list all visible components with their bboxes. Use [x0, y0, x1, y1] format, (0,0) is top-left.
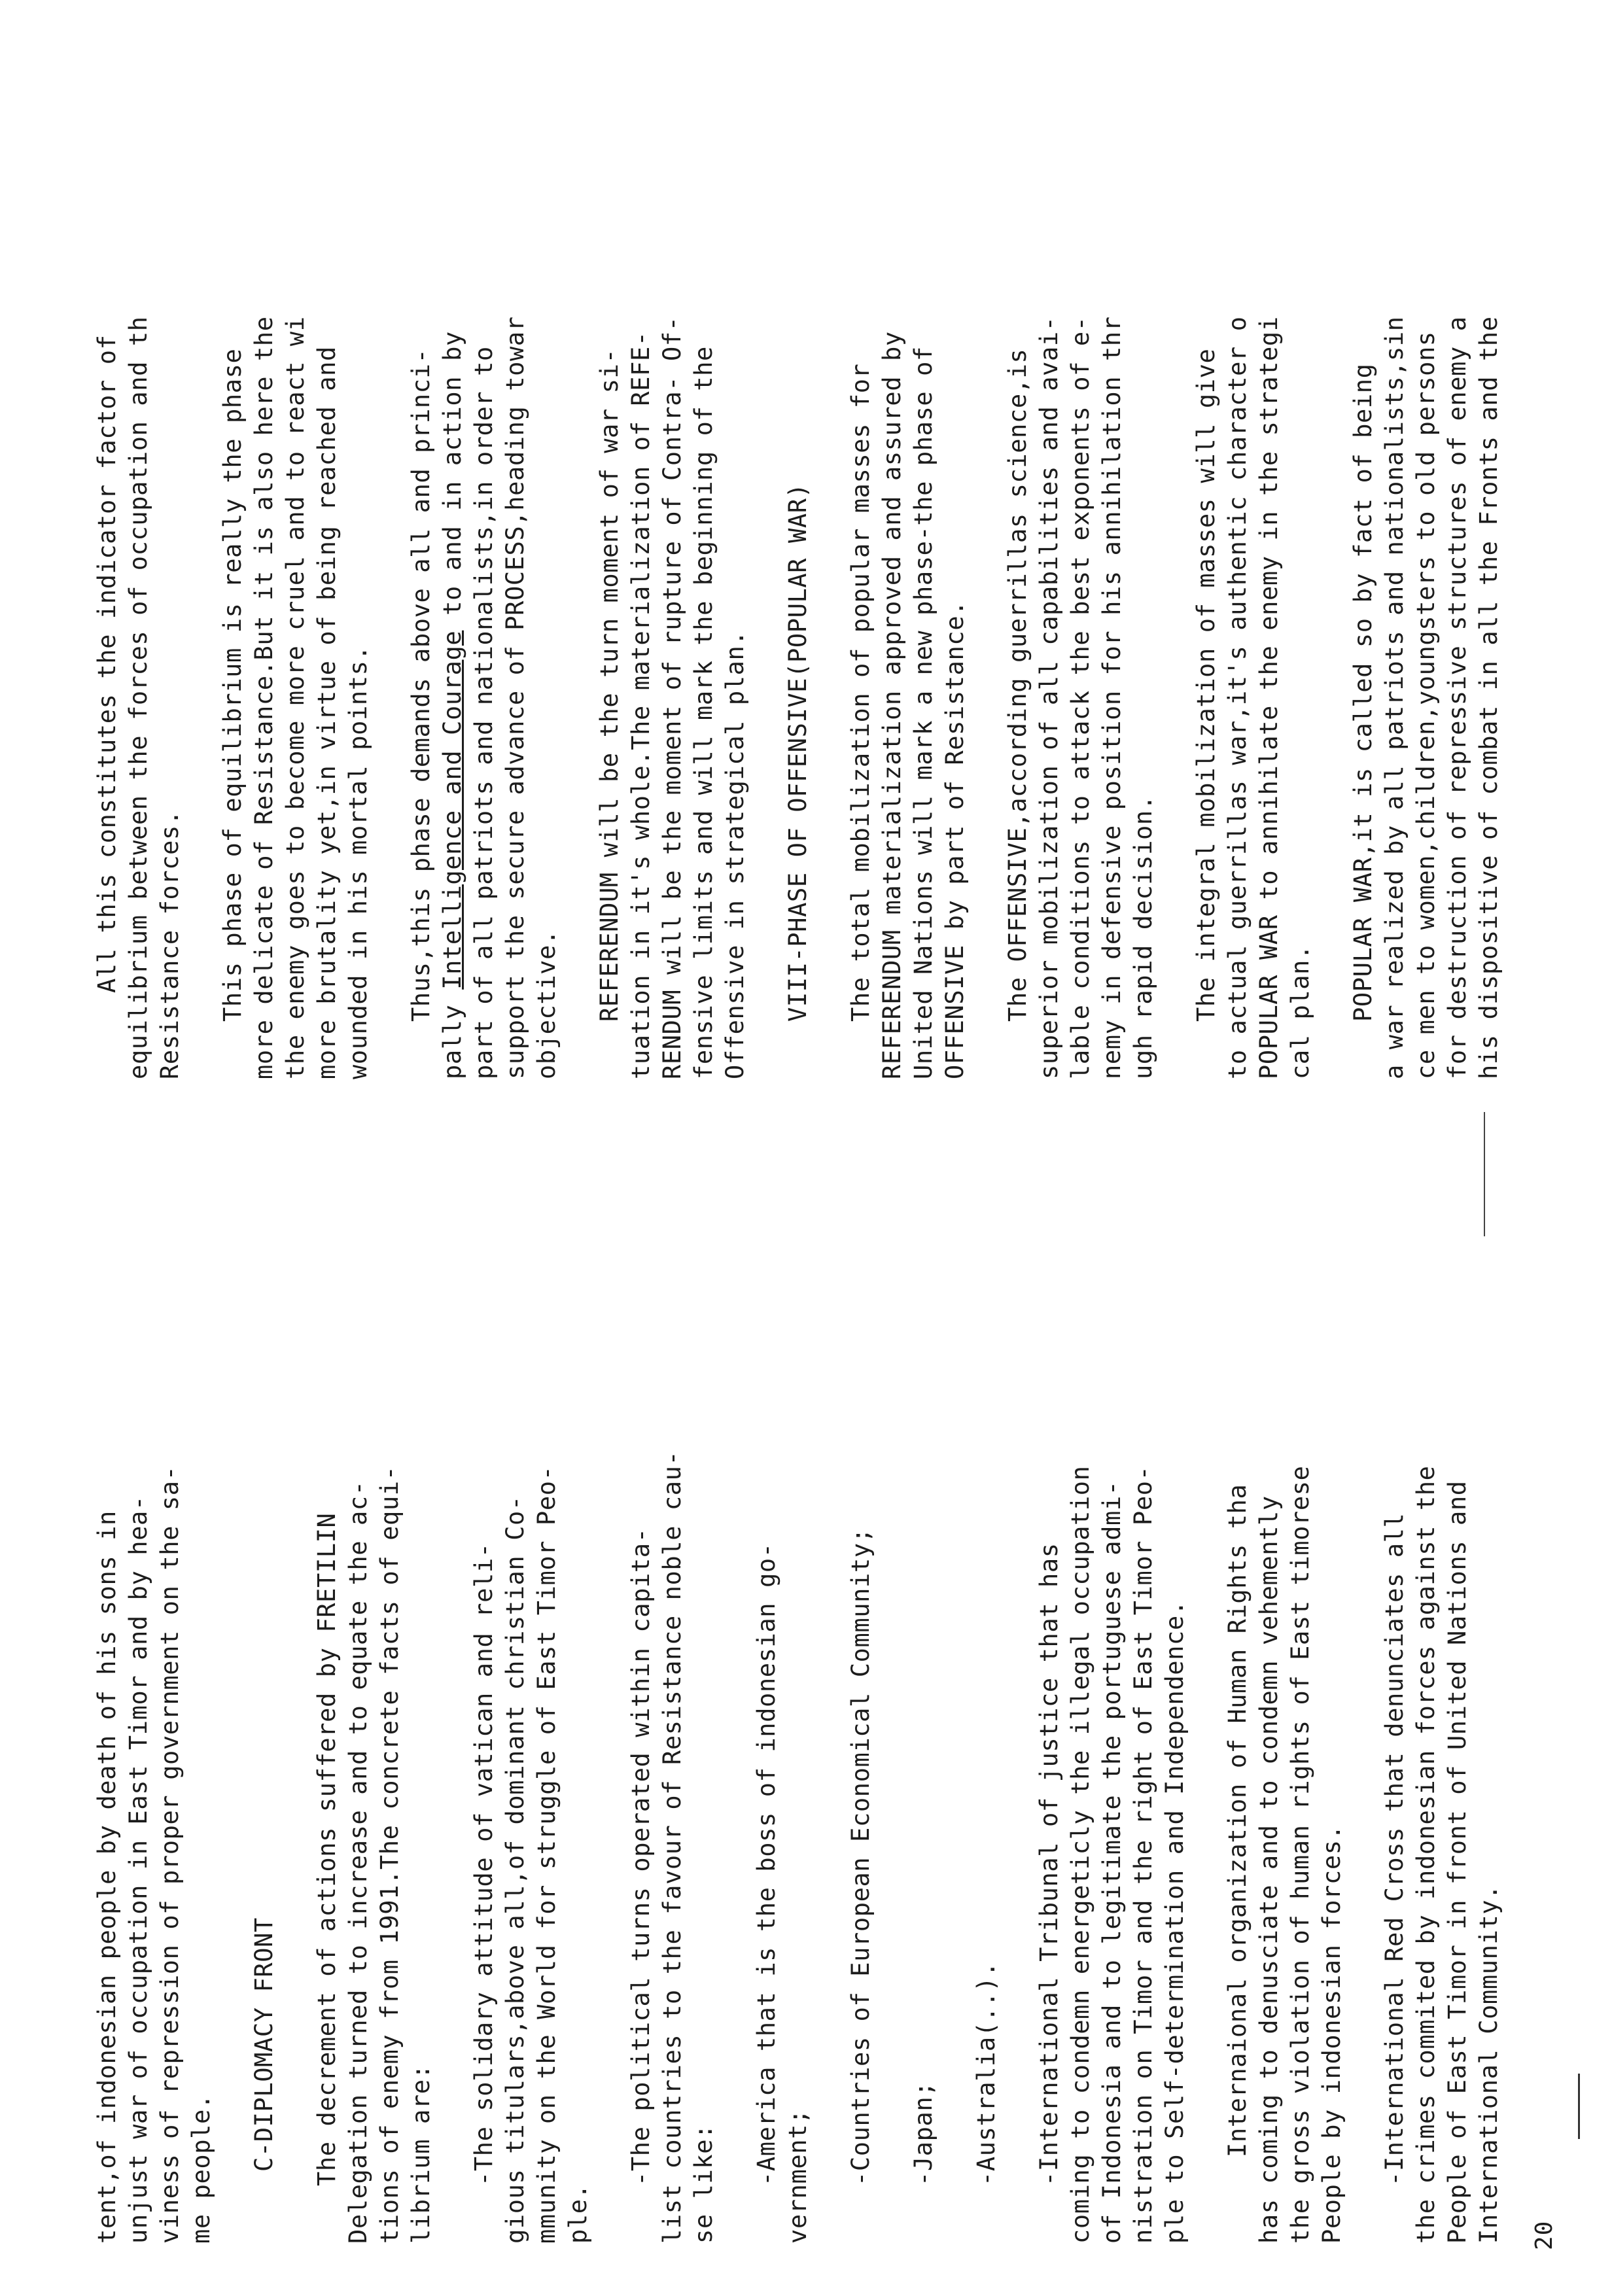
- text-line: The OFFENSIVE,according guerrillas science,is: [1004, 348, 1032, 1022]
- text-line: REFERENDUM will be the turn moment of war si-: [595, 348, 623, 1022]
- paragraph-gap: [186, 46, 217, 1079]
- text-line: nistration on Timor and the right of East Timor Peo-: [1129, 1465, 1157, 2244]
- text-line: for destruction of repressive structures of enemy a: [1443, 316, 1471, 1079]
- text-line: -Australia(..).: [972, 1961, 1000, 2186]
- paragraph-gap: [877, 1262, 908, 2244]
- text-line: librium are:: [407, 2064, 435, 2244]
- paragraph-gap: [751, 46, 782, 1079]
- divider-line: [1578, 2074, 1580, 2139]
- text-line: a war realized by all patriots and nationalists,sin: [1380, 316, 1409, 1079]
- text-line: the crimes commited by indonesian forces against the: [1412, 1465, 1440, 2244]
- text-line: -America that is the boss of indonesian go-: [752, 1542, 780, 2186]
- text-line: lable conditions to attack the best exponents of e-: [1066, 316, 1095, 1079]
- text-line: his dispositive of combat in all the Fronts and the: [1475, 316, 1503, 1079]
- paragraph-gap: [594, 1262, 625, 2244]
- text-line: pally Intelligence and Courage to and in action by: [438, 331, 466, 1079]
- paragraph-gap: [1348, 1262, 1379, 2244]
- text-line: to actual guerrillas war,it's authentic character o: [1223, 316, 1252, 1079]
- text-line: me people.: [187, 2094, 215, 2244]
- text-line: the gross violation of human rights of East timorese: [1286, 1465, 1314, 2244]
- paragraph-gap: [720, 1262, 751, 2244]
- text-line: The integral mobilization of masses will give: [1192, 348, 1220, 1022]
- text-line: -International Tribunal of justice that has: [1035, 1542, 1063, 2186]
- text-line: tent,of indonesian people by death of his sons in: [93, 1510, 121, 2244]
- text-line: The total mobilization of popular masses for: [847, 363, 875, 1022]
- paragraph-gap: [971, 46, 1002, 1079]
- text-line: -International Red Cross that denunciates all: [1380, 1512, 1409, 2186]
- text-line: objective.: [533, 930, 561, 1079]
- paragraph-gap: [939, 1262, 971, 2244]
- text-line: the enemy goes to become more cruel and to react wi: [281, 316, 309, 1079]
- paragraph-gap: [814, 1262, 845, 2244]
- paragraph-gap: [814, 46, 845, 1079]
- right-text-column: [92, 46, 1505, 1079]
- text-line: Offensive in strategical plan.: [721, 630, 749, 1079]
- paragraph-gap: [1316, 46, 1348, 1079]
- paragraph-gap: [280, 1262, 311, 2244]
- paragraph-gap: [437, 1262, 468, 2244]
- text-line: cal plan.: [1286, 945, 1314, 1079]
- text-line: tions of enemy from 1991.The concrete facts of equi-: [376, 1465, 404, 2244]
- text-line: Resistance forces.: [156, 810, 184, 1079]
- divider-line: [1484, 1112, 1485, 1236]
- text-line: POPULAR WAR,it is called so by fact of being: [1349, 363, 1377, 1022]
- paragraph-gap: [374, 46, 406, 1079]
- text-line: Thus,this phase demands above all and princi-: [407, 348, 435, 1022]
- text-line: unjust war of occupation in East Timor and by hea-: [124, 1495, 152, 2244]
- text-line: vernment;: [784, 2109, 812, 2244]
- text-line: superior mobilization of all capabilities and avai-: [1035, 316, 1063, 1079]
- text-line: REFERENDUM materialization approved and assured by: [878, 331, 906, 1079]
- text-line: -The political turns operated within capita-: [627, 1527, 655, 2186]
- underlined-text: Intelligence and Courage: [438, 630, 466, 990]
- text-line: Internaional organization of Human Rights tha: [1223, 1484, 1252, 2157]
- text-line: se like:: [690, 2123, 718, 2244]
- text-line: coming to condemn energeticly the illegal occupation: [1066, 1465, 1095, 2244]
- text-line: support the secure advance of PROCESS,heading towar: [501, 316, 529, 1079]
- text-line: -Japan;: [909, 2081, 937, 2186]
- text-line: United Nations will mark a new phase-the phase of: [909, 346, 937, 1079]
- text-line: has coming to denusciate and to condemn vehemently: [1255, 1495, 1283, 2244]
- left-text-column: [92, 1262, 1505, 2244]
- text-line: tuation in it's whole.The materialization of REFE-: [627, 331, 655, 1079]
- text-line: OFFENSIVE by part of Resistance.: [941, 600, 969, 1079]
- text-line: equilibrium between the forces of occupation and th: [124, 316, 152, 1079]
- text-line: VIII-PHASE OF OFFENSIVE(POPULAR WAR): [784, 483, 812, 1022]
- paragraph-gap: [1159, 46, 1191, 1079]
- text-line: People by indonesian forces.: [1318, 1824, 1346, 2244]
- text-line: -The solidary attitude of vatican and reli-: [470, 1542, 498, 2186]
- text-line: C-DIPLOMACY FRONT: [250, 1917, 278, 2172]
- text-line: more brutality yet,in virtue of being reached and: [313, 346, 341, 1079]
- text-line: ugh rapid decision.: [1129, 795, 1157, 1079]
- text-line: The decrement of actions suffered by FRETILIN: [313, 1512, 341, 2186]
- text-line: of Indonesia and to legitimate the portuguese admi-: [1098, 1480, 1126, 2244]
- text-line: People of East Timor in front of United Nations and: [1443, 1480, 1471, 2244]
- paragraph-gap: [1191, 1262, 1222, 2244]
- text-line: list countries to the favour of Resistance noble cau-: [658, 1450, 686, 2244]
- text-line: fensive limits and will mark the beginning of the: [690, 346, 718, 1079]
- paragraph-gap: [1002, 1262, 1034, 2244]
- text-line: International Community.: [1475, 1884, 1503, 2244]
- paragraph-gap: [217, 1262, 249, 2244]
- text-line: gious titulars,above all,of dominant christian Co-: [501, 1495, 529, 2244]
- text-line: more delicate of Resistance.But it is also here the: [250, 316, 278, 1079]
- text-line: POPULAR WAR to annihilate the enemy in the strategi: [1255, 316, 1283, 1079]
- text-line: -Countries of European Economical Community;: [847, 1527, 875, 2186]
- text-line: nemy in defensive position for his annihilation thr: [1098, 316, 1126, 1079]
- text-line: ple.: [564, 2183, 592, 2244]
- page-number: 20: [1531, 2220, 1558, 2250]
- text-line: Delegation turned to increase and to equate the ac-: [344, 1480, 372, 2244]
- text-line: part of all patriots and nationalists,in order to: [470, 346, 498, 1079]
- text-line: ple to Self-determination and Independence.: [1161, 1600, 1189, 2244]
- paragraph-gap: [563, 46, 594, 1079]
- text-line: viness of repression of proper government on the sa-: [156, 1465, 184, 2244]
- text-line: RENDUM will be the moment of rupture of Contra- Of-: [658, 316, 686, 1079]
- text-line: wounded in his mortal points.: [344, 645, 372, 1079]
- text-line: ce men to women,children,youngsters to old persons: [1412, 331, 1440, 1079]
- text-line: mmunity on the World for struggle of East Timor Peo-: [533, 1465, 561, 2244]
- text-line: This phase of equilibrium is really the phase: [219, 348, 247, 1022]
- text-line: All this constitutes the indicator factor of: [93, 334, 121, 993]
